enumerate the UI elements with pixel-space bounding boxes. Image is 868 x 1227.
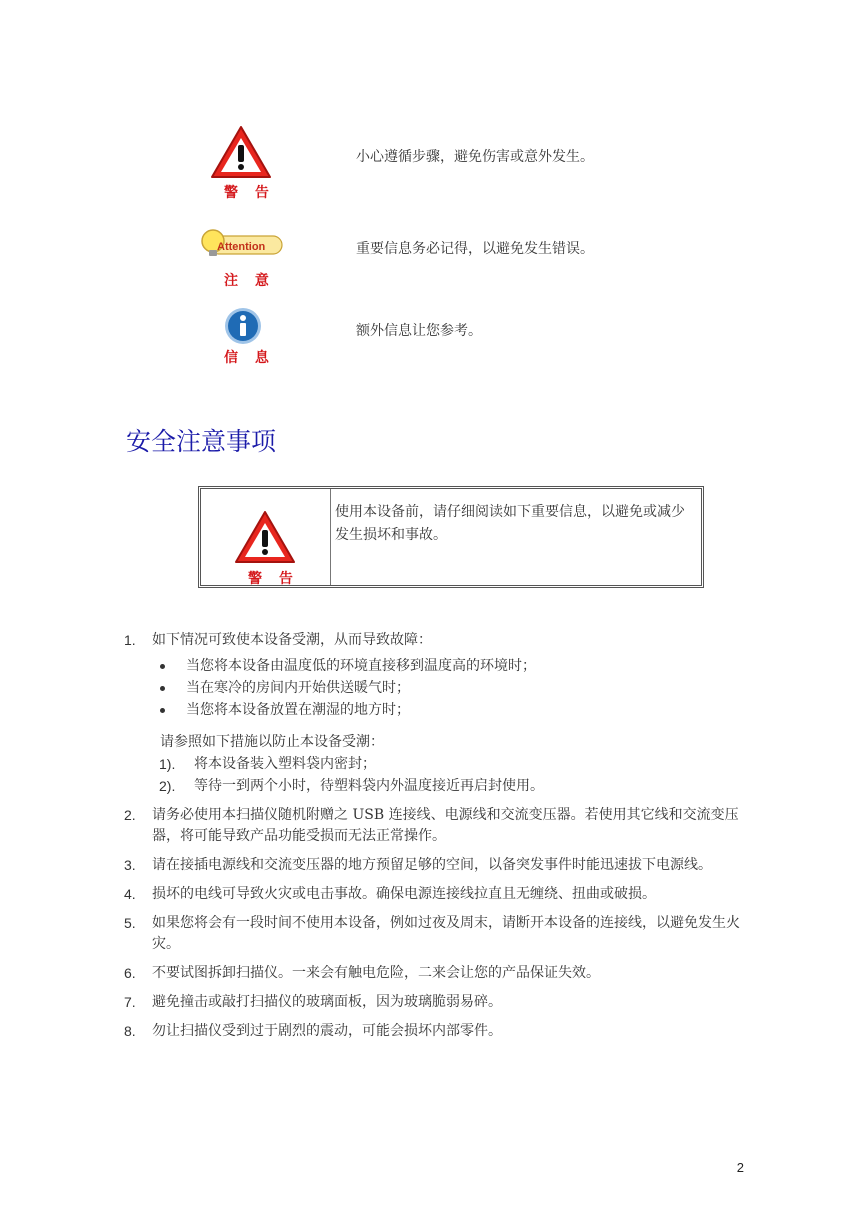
list-item: 4. 损坏的电线可导致火灾或电击事故。确保电源连接线拉直且无缠绕、扭曲或破损。	[124, 884, 754, 905]
safety-list	[124, 630, 754, 1050]
list-item: 6. 不要试图拆卸扫描仪。一来会有触电危险，二来会让您的产品保证失效。	[124, 963, 754, 984]
bullet-dot	[160, 686, 165, 691]
list-item-text: 避免撞击或敲打扫描仪的玻璃面板，因为玻璃脆弱易碎。	[152, 994, 502, 1010]
list-item: 5. 如果您将会有一段时间不使用本设备，例如过夜及周末，请断开本设备的连接线，以避免发生火灾。	[124, 913, 754, 955]
bullet-dot	[160, 664, 165, 669]
bullet-list	[152, 655, 754, 721]
list-item-text: 请务必使用本扫描仪随机附赠之 USB 连接线、电源线和交流变压器。若使用其它线和交流变压器，将可能导致产品功能受损而无法正常操作。	[152, 807, 739, 844]
sub-step: 1). 将本设备装入塑料袋内密封；	[159, 756, 376, 772]
list-item: 2. 请务必使用本扫描仪随机附赠之 USB 连接线、电源线和交流变压器。若使用其它线和交流变压器，将可能导致产品功能受损而无法正常操作。	[124, 805, 754, 847]
bullet-item: 当在寒冷的房间内开始供送暖气时；	[152, 677, 754, 699]
bullet-item: 当您将本设备放置在潮湿的地方时；	[152, 699, 754, 721]
attention-text: 重要信息务必记得，以避免发生错误。	[356, 241, 594, 257]
list-item	[124, 630, 754, 797]
warning-label: 警 告	[224, 185, 275, 201]
warning-box-label: 警 告	[248, 571, 299, 587]
warning-triangle-icon	[233, 509, 297, 565]
prevention-note: 请参照如下措施以防止本设备受潮：	[160, 734, 384, 750]
list-item-text: 损坏的电线可导致火灾或电击事故。确保电源连接线拉直且无缠绕、扭曲或破损。	[152, 886, 656, 902]
list-item-number: 1.	[124, 632, 136, 648]
list-item: 7. 避免撞击或敲打扫描仪的玻璃面板，因为玻璃脆弱易碎。	[124, 992, 754, 1013]
warning-triangle-icon	[209, 124, 273, 180]
list-item: 8. 勿让扫描仪受到过于剧烈的震动，可能会损坏内部零件。	[124, 1021, 754, 1042]
sub-step: 2). 等待一到两个小时，待塑料袋内外温度接近再启封使用。	[159, 778, 544, 794]
warning-text: 小心遵循步骤，避免伤害或意外发生。	[356, 149, 594, 165]
list-item-text: 如果您将会有一段时间不使用本设备，例如过夜及周末，请断开本设备的连接线，以避免发生火灾。	[152, 915, 740, 952]
list-item-text: 不要试图拆卸扫描仪。一来会有触电危险，二来会让您的产品保证失效。	[152, 965, 600, 981]
attention-label: 注 意	[224, 273, 275, 289]
warning-box	[198, 486, 704, 588]
page-number: 2	[736, 1160, 744, 1175]
list-item-text: 勿让扫描仪受到过于剧烈的震动，可能会损坏内部零件。	[152, 1023, 502, 1039]
attention-bulb-icon	[200, 228, 284, 260]
list-item-text: 如下情况可致使本设备受潮，从而导致故障：	[152, 632, 432, 648]
bullet-dot	[160, 708, 165, 713]
warning-box-text: 使用本设备前，请仔细阅读如下重要信息，以避免或减少发生损坏和事故。	[335, 504, 685, 543]
attention-icon-text: Attention	[217, 241, 266, 253]
info-label: 信 息	[224, 350, 275, 366]
section-title: 安全注意事项	[126, 427, 277, 456]
info-circle-icon	[224, 307, 262, 345]
list-item-text: 请在接插电源线和交流变压器的地方预留足够的空间，以备突发事件时能迅速拔下电源线。	[152, 857, 712, 873]
warning-box-divider	[330, 489, 331, 585]
list-item: 3. 请在接插电源线和交流变压器的地方预留足够的空间，以备突发事件时能迅速拔下电源线。	[124, 855, 754, 876]
info-text: 额外信息让您参考。	[356, 323, 482, 339]
bullet-item: 当您将本设备由温度低的环境直接移到温度高的环境时；	[152, 655, 754, 677]
